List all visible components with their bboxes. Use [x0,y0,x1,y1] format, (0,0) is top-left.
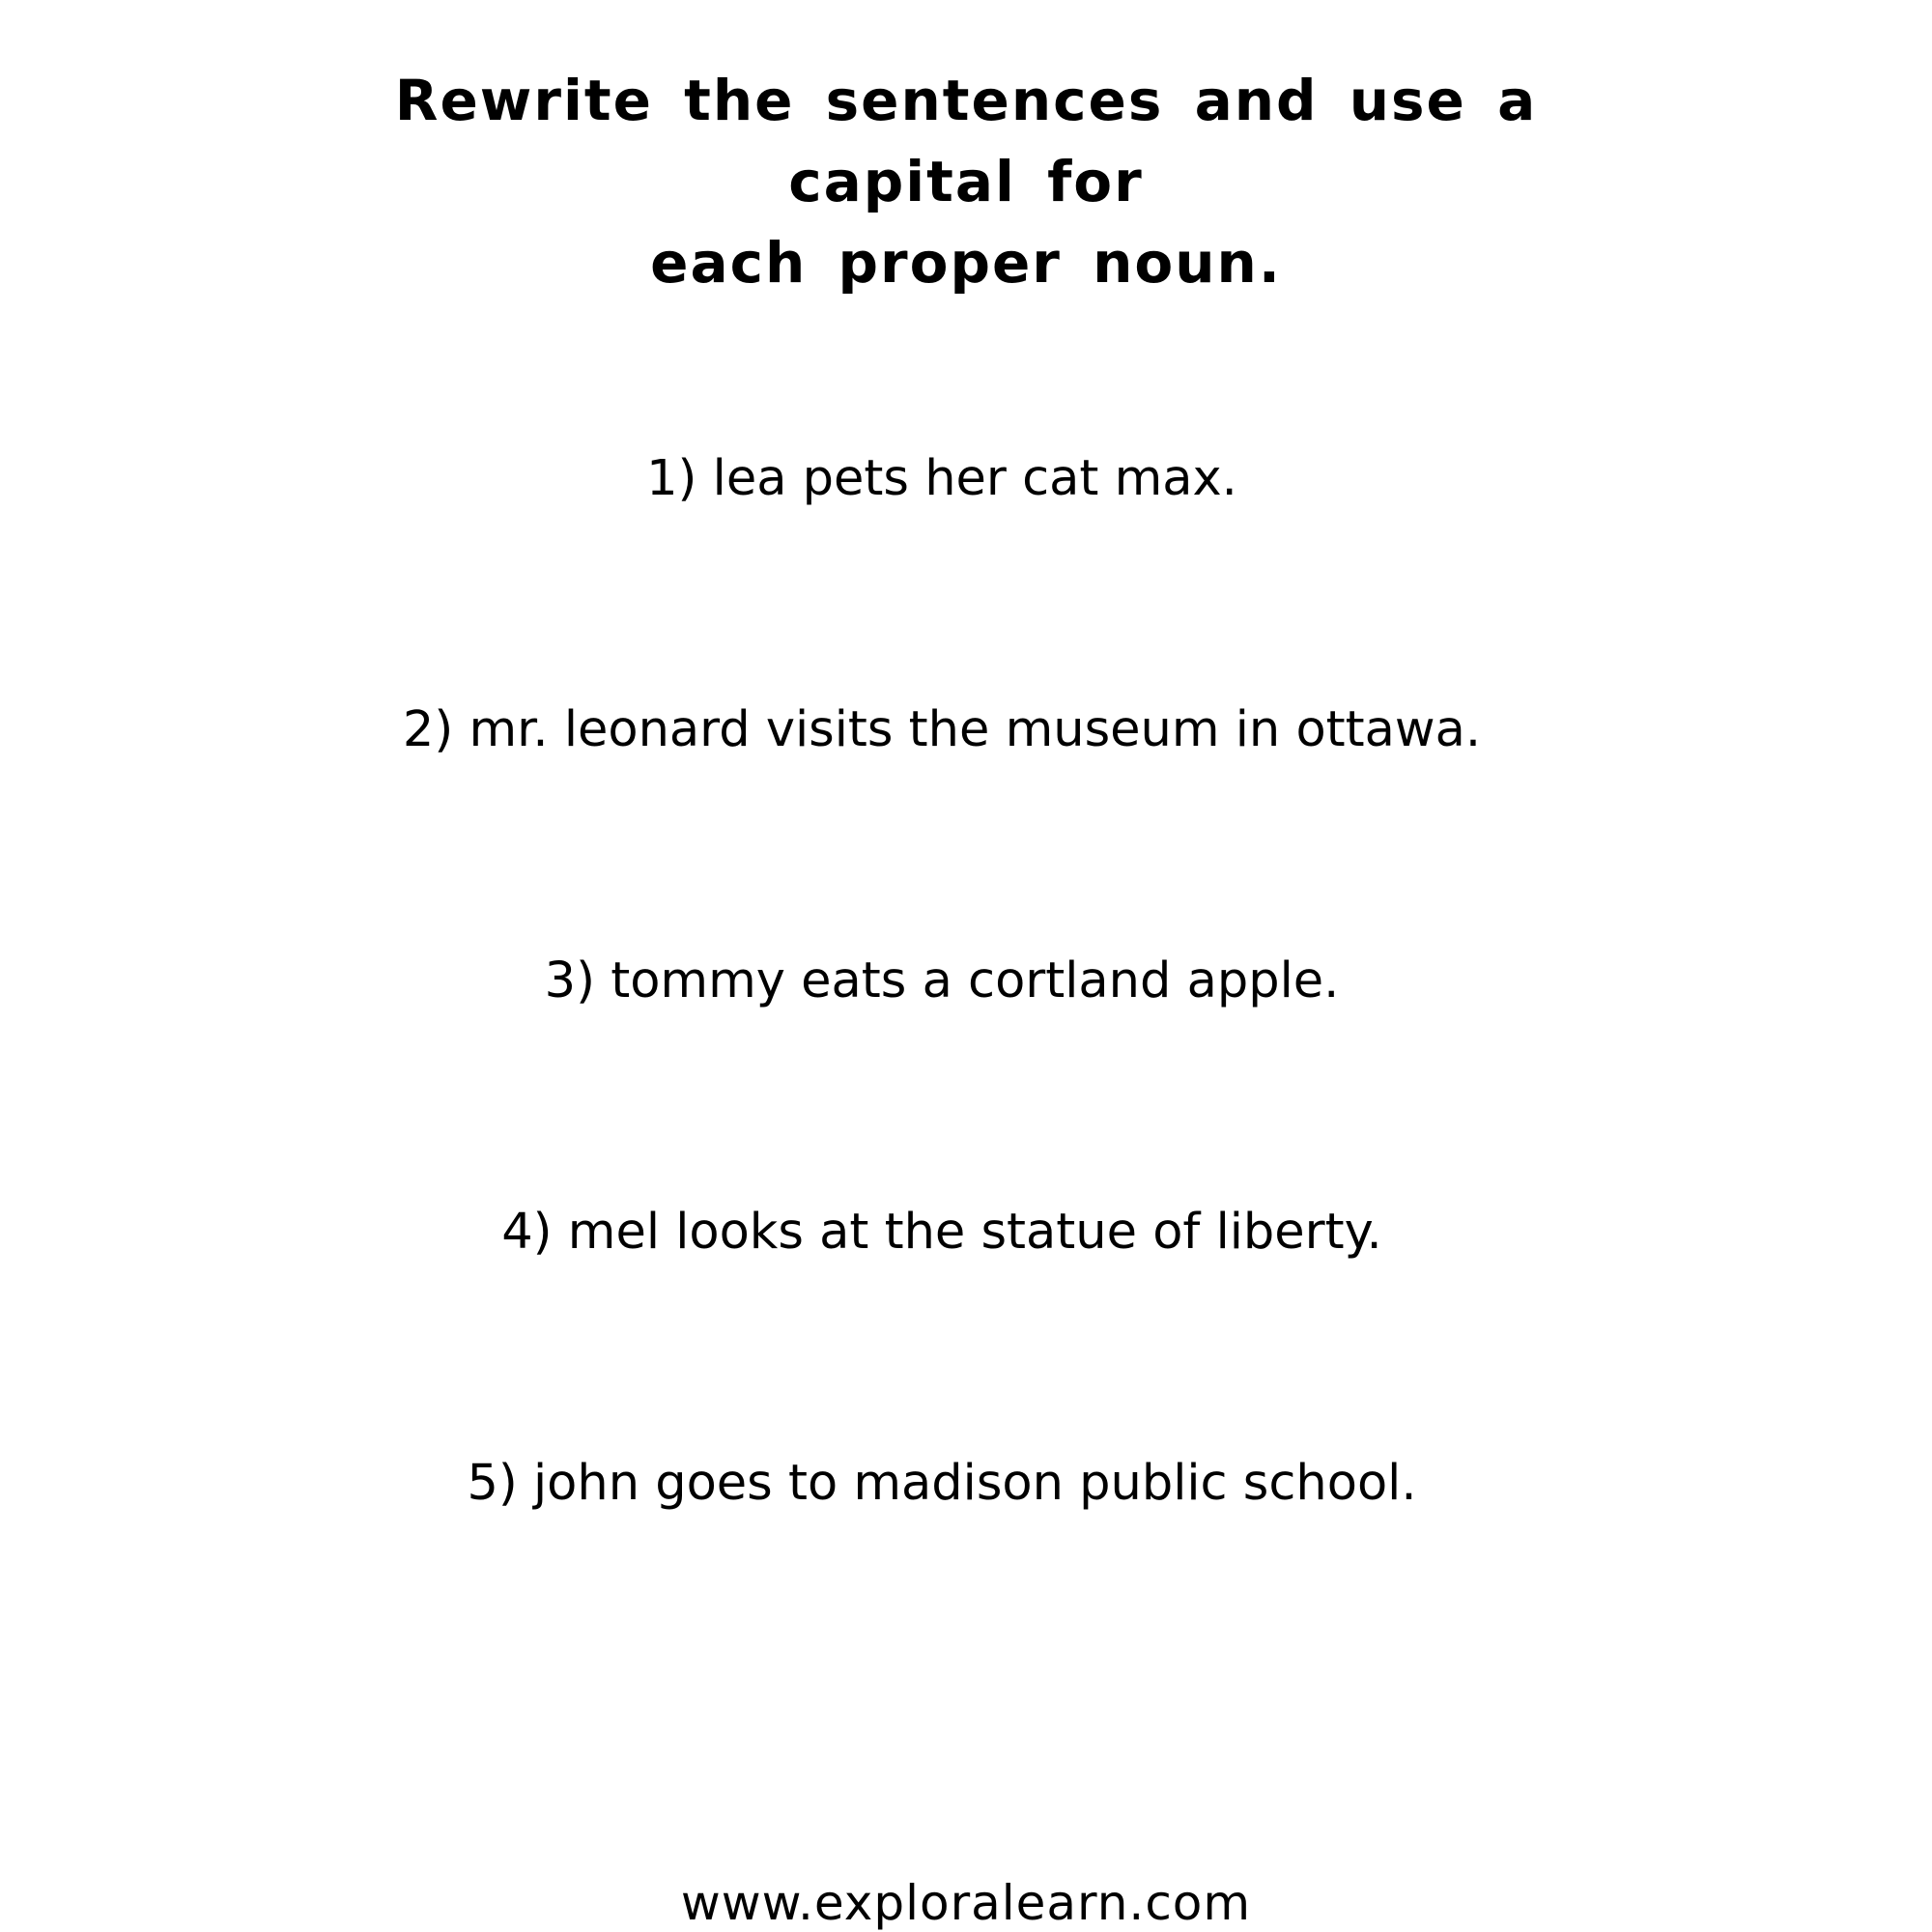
title-line-1: Rewrite the sentences and use a capital for [394,68,1538,214]
footer-url: www.exploralearn.com [680,1875,1252,1931]
sentence-1: 1) lea pets her cat max. [646,450,1237,507]
worksheet-title [290,60,1642,303]
sentence-3: 3) tommy eats a cortland apple. [544,952,1340,1009]
sentence-5: 5) john goes to madison public school. [467,1455,1417,1512]
sentence-2: 2) mr. leonard visits the museum in ottawa. [402,701,1482,758]
title-line-2: each proper noun. [650,230,1282,296]
sentence-4: 4) mel looks at the statue of liberty. [501,1204,1382,1261]
